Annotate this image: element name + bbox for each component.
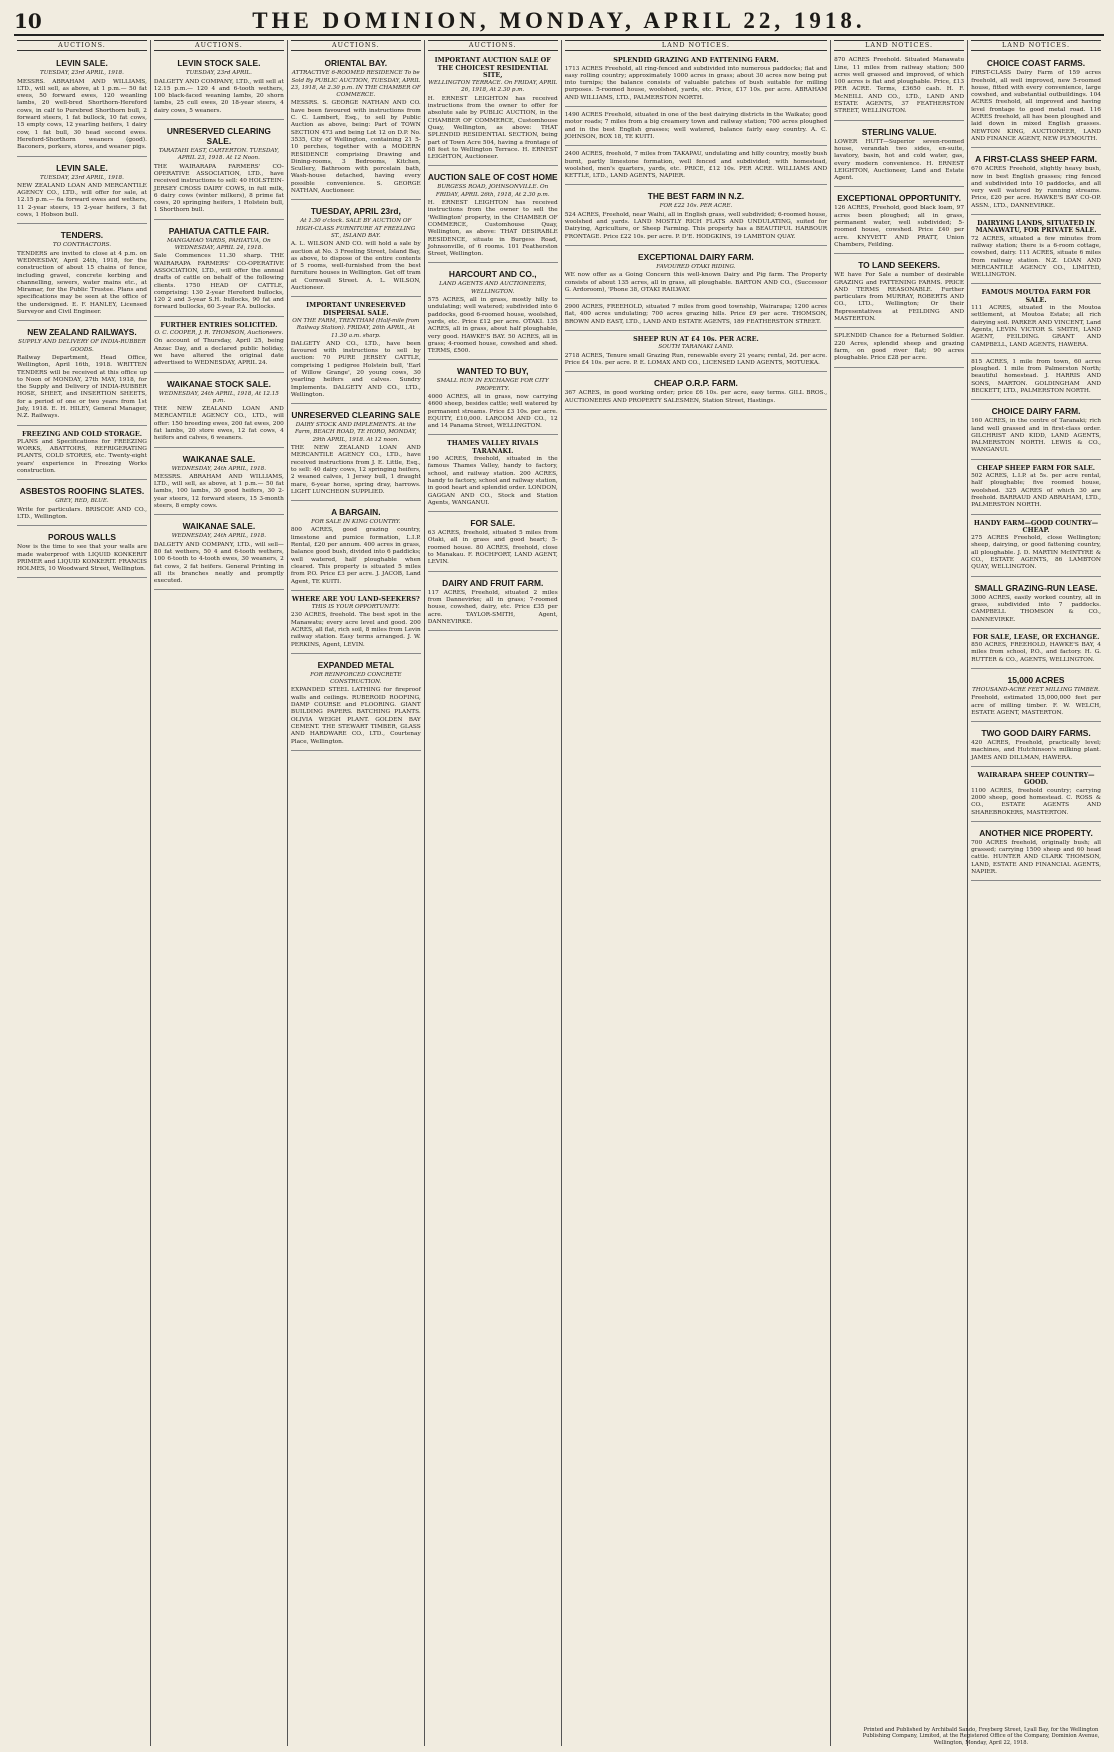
ad-body: 117 ACRES, Freehold, situated 2 miles from Dannevirke; all in grass; 7-roomed house, cowshed, dairy, etc. Price £35 per acre. TAYLOR-SMITH, Agent, DANNEVIRKE.: [427, 589, 558, 625]
ad-subheading: TUESDAY, 23rd APRIL.: [185, 70, 252, 77]
ad-heading: THE BEST FARM IN N.Z.: [647, 191, 745, 202]
advertisement: [971, 402, 1101, 459]
ad-heading: FREEZING AND COLD STORAGE.: [21, 429, 142, 438]
advertisement: [971, 54, 1101, 148]
ad-heading: AUCTION SALE OF COST HOME: [427, 172, 558, 183]
ad-body: TENDERS are invited to close at 4 p.m. on WEDNESDAY, April 24th, 1918, for the construction of about 15 chains of fence, including gravel, concrete kerbing and channelling, sewers, water mains etc., at Miramar, for the Public Trustee. Plans and specifications may be seen at the office of the undersigned. E. F. HANLEY, Licensed Surveyor and Civil Engineer.: [17, 250, 147, 316]
ad-heading: HANDY FARM—GOOD COUNTRY—CHEAP.: [973, 518, 1099, 534]
advertisement: [971, 150, 1101, 215]
ad-heading: EXPANDED METAL: [317, 659, 395, 670]
advertisement: [565, 187, 827, 245]
ad-subheading: TUESDAY, 23rd APRIL, 1918.: [40, 70, 124, 77]
ad-body: 190 ACRES, freehold, situated in the famous Thames Valley, handy to factory, school, and railway station. 200 ACRES, handy to factory, school and railway station, in good heart and splendid order. LONDON, GAGGAN AND CO., Stock and Station Agents, WANGANUI.: [427, 456, 558, 506]
ad-heading: A FIRST-CLASS SHEEP FARM.: [975, 154, 1097, 165]
ad-body: 1490 ACRES Freehold, situated in one of the best dairying districts in the Waikato; good motor roads; 7 miles from a big creamery town and railway station; 700 acres ploughed and in the best English grasses; well watered, balance fairly easy country. A. C. JOHNSON, BOX 18, TE KUITI.: [564, 112, 828, 140]
ad-body: 160 ACRES, in the centre of Taranaki; rich land well grassed and in first-class order. GILCHRIST AND KIDD, LAND AGENTS, PALMERSTON NORTH. LEWIS & CO., WANGANUI.: [971, 418, 1101, 454]
ad-heading: FOR SALE, LEASE, OR EXCHANGE.: [972, 632, 1100, 641]
ad-body: Sale Commences 11.30 sharp. THE WAIRARAPA FARMERS' CO-OPERATIVE ASSOCIATION, LTD., will offer the annual drafts of cattle on behalf of the following clients. 1750 HEAD OF CATTLE, comprising: 130 2-year Hereford bullocks, 120 2 and 3-year S.H. bullocks, 90 fat and forward bullocks, 60 3-year P.A. bullocks.: [153, 253, 284, 311]
column-6: [831, 40, 968, 1746]
advertisement: [565, 109, 827, 146]
ad-heading: HARCOURT AND CO.,: [448, 269, 537, 280]
ad-heading: A BARGAIN.: [331, 507, 381, 518]
ad-body: 3000 ACRES, easily worked country, all in grass, subdivided into 7 paddocks. CAMPBELL THOMSON & CO., DANNEVIRKE.: [971, 594, 1101, 623]
advertisement: [291, 202, 421, 297]
ad-heading: STERLING VALUE.: [861, 126, 937, 137]
ad-heading: UNRESERVED CLEARING SALE: [291, 410, 421, 421]
ad-heading: LEVIN STOCK SALE.: [177, 58, 261, 69]
ad-body: 670 ACRES Freehold, slightly heavy bush, now in best English grasses; ring fenced and subdivided into 10 paddocks, and all very well watered by running streams. Price, £20 per acre. HAWKE'S BAY CO-OP. ASSN., LTD., DANNEVIRKE.: [971, 166, 1101, 209]
ad-body: THE WAIRARAPA FARMERS' CO-OPERATIVE ASSOCIATION, LTD., have received instructions to sell: 40 HOLSTEIN-JERSEY CROSS DAIRY COWS, in full milk, 6 dairy cows (winter milkers), 8 prime fat cows, 20 springing heifers, 1 Holstein bull, 1 Shorthorn bull.: [153, 163, 284, 214]
ad-heading: DAIRY AND FRUIT FARM.: [442, 577, 544, 588]
columns: [14, 40, 1104, 1746]
advertisement: [154, 122, 284, 220]
ad-subheading: WELLINGTON TERRACE. On FRIDAY, APRIL 26, 1918, At 2.30 p.m.: [428, 80, 558, 94]
ad-body: SPLENDID Chance for a Returned Soldier. 220 Acres, splendid sheep and grazing farm, on good river flat; 90 acres ploughable. Price £28 per acre.: [834, 333, 965, 362]
column-header: AUCTIONS.: [17, 40, 147, 51]
advertisement: [971, 579, 1101, 629]
ad-body: MESSRS. S. GEORGE NATHAN AND CO. have been favoured with instructions from C. C. Lambert, Esq., to sell by Public Auction as above, being: Part of TOWN SECTION 473 and being Lot 12 on D.P. No. 3535, City of Wellington, containing 21 5-10 perches, together with a MODERN RESIDENCE comprising Drawing and Dining-rooms, 3 Bedrooms, Kitchen, Scullery, Bathroom with porcelain bath, Wash-house detached, having every possible convenience. S. GEORGE NATHAN, Auctioneer.: [290, 100, 421, 195]
ad-heading: LEVIN SALE.: [56, 58, 108, 69]
ad-subheading: FOR SALE IN KING COUNTRY.: [311, 519, 401, 526]
ad-subheading: THOUSAND-ACRE FEET MILLING TIMBER.: [972, 687, 1100, 693]
ad-body: 275 ACRES Freehold, close Wellington; sheep, dairying, or good fattening country, all ploughable. J. D. MARTIN McINTYRE & CO., ESTATE AGENTS, 86 LAMBTON QUAY, WELLINGTON.: [971, 535, 1101, 571]
ad-body: WE now offer as a Going Concern this well-known Dairy and Pig farm. The Property consists of about 135 acres, all in grass, all ploughable. BARTON AND CO., (Successor G. Ardoroom), 'Phone 38, OTAKI RAILWAY.: [564, 272, 828, 293]
advertisement: [428, 574, 558, 631]
ad-body: 367 ACRES, in good working order; price £6 10s. per acre, easy terms. GILL BROS., AUCTIONEERS AND PROPERTY SALESMEN, Station Street, Hastings.: [564, 390, 828, 404]
column-header: AUCTIONS.: [428, 40, 558, 51]
ad-body: Now is the time to see that your walls are made waterproof with LIQUID KONKERIT PRIMER and LIQUID KONKERIT. FRANCIS HOLMES, 10 Woodward Street, Wellington.: [17, 544, 147, 573]
column-5: [562, 40, 831, 1746]
advertisement: [291, 656, 421, 751]
advertisement: [154, 517, 284, 590]
ad-body: 575 ACRES, all in grass, mostly hilly to undulating; well watered; subdivided into 6 paddocks, good 6-roomed house, woolshed, yards, etc. Price £12 per acre. OTAKI. 135 ACRES, all in grass, about half ploughable, very good. HAWKE'S BAY. 50 ACRES, all in grass; 4-roomed house, cowshed and shed. TERMS, £500.: [427, 297, 558, 355]
advertisement: [971, 517, 1101, 577]
ad-heading: TWO GOOD DAIRY FARMS.: [981, 728, 1091, 739]
ad-heading: ANOTHER NICE PROPERTY.: [979, 827, 1093, 838]
ad-body: DALGETY AND CO., LTD., have been favoured with instructions to sell by auction: 70 PURE JERSEY CATTLE, comprising 1 pedigree Holstein bull, 'Earl of Willow Grange', 20 young cows, 30 yearling heifers and calves. Sundry Implements. DALGETY AND CO., LTD., Wellington.: [290, 340, 421, 398]
newspaper-title: THE DOMINION, MONDAY, APRIL 22, 1918.: [252, 8, 866, 33]
ad-subheading: SUPPLY AND DELIVERY OF INDIA-RUBBER GOODS.: [18, 339, 146, 353]
ad-heading: FURTHER ENTRIES SOLICITED.: [160, 320, 278, 329]
ad-heading: UNRESERVED CLEARING SALE.: [166, 126, 271, 147]
ad-heading: CHOICE DAIRY FARM.: [991, 406, 1081, 417]
ad-heading: SHEEP RUN AT £4 10s. PER ACRE.: [633, 335, 759, 344]
advertisement: [17, 482, 147, 526]
advertisement: [291, 299, 421, 404]
advertisement: [971, 769, 1101, 822]
ad-heading: TO LAND SEEKERS.: [858, 260, 940, 271]
advertisement: [565, 374, 827, 410]
advertisement: [291, 503, 421, 591]
ad-heading: NEW ZEALAND RAILWAYS.: [27, 327, 137, 338]
ad-heading: 15,000 ACRES: [1007, 675, 1065, 685]
ad-body: 870 ACRES Freehold. Situated Manawatu Line, 11 miles from railway station; 500 acres well grassed and improved, of which 100 acres is flat and ploughable. Price, £13 PER ACRE. Terms, £3650 cash. H. F. McNEILL AND CO., LTD., LAND AND ESTATE AGENTS, 37 FEATHERSTON STREET, WELLINGTON.: [834, 57, 965, 115]
column-header: LAND NOTICES.: [834, 40, 964, 51]
ad-subheading: FOR REINFORCED CONCRETE CONSTRUCTION.: [310, 671, 402, 686]
advertisement: [565, 248, 827, 299]
advertisement: [971, 286, 1101, 353]
ad-subheading: WEDNESDAY, 24th APRIL, 1918, At 12.15 p.m.: [158, 390, 279, 404]
ad-heading: ORIENTAL BAY.: [324, 58, 388, 69]
ad-subheading: FAVOURED OTAKI RIDING.: [656, 263, 736, 270]
ad-heading: POROUS WALLS: [47, 532, 116, 543]
advertisement: [291, 406, 421, 501]
advertisement: [971, 671, 1101, 722]
advertisement: [971, 824, 1101, 881]
ad-heading: CHEAP O.R.P. FARM.: [653, 378, 738, 389]
ad-subheading: WEDNESDAY, 24th APRIL, 1918.: [171, 533, 266, 540]
column-2: [151, 40, 288, 1746]
ad-body: THE NEW ZEALAND LOAN AND MERCANTILE AGENCY CO., LTD., will offer: 150 breeding ewes, 200 fat ewes, 200 fat lambs, 20 store ewes, 12 fat cows, 4 heifers and calves, 6 weaners.: [153, 406, 284, 442]
ad-body: A. L. WILSON AND CO. will hold a sale by auction at No. 3 Freeling Street, Island Bay, as above, to dispose of the entire contents of 5 rooms, well-furnished from the best furniture houses in Wellington. Get off tram at Cornwall Street. A. L. WILSON, Auctioneer.: [290, 241, 421, 292]
ad-subheading: GREY, RED, BLUE.: [55, 498, 109, 505]
ad-body: 2400 ACRES, freehold, 7 miles from TAKAPAU, undulating and hilly country, mostly bush burnt, partly limestone formation, well fenced and subdivided; with homestead, woolshed, men's quarters, yards, etc. PRICE, £12 10s. PER ACRE. WILLIAMS AND KETTLE, LTD., LAND AGENTS, NAPIER.: [564, 151, 828, 180]
advertisement: [154, 450, 284, 516]
advertisement: [834, 123, 964, 188]
ad-body: Write for particulars. BRISCOE AND CO., LTD., Wellington.: [17, 506, 147, 520]
advertisement: [17, 323, 147, 425]
ad-heading: PAHIATUA CATTLE FAIR.: [168, 225, 269, 236]
ad-subheading: SMALL RUN IN EXCHANGE FOR CITY PROPERTY.: [436, 378, 549, 392]
ad-body: PLANS and Specifications for FREEZING WORKS, ABATTOIRS, REFRIGERATING PLANTS, COLD STORES, etc. Twenty-eight years' experience in Freezing Works construction.: [17, 438, 147, 475]
column-header: LAND NOTICES.: [565, 40, 827, 51]
advertisement: [17, 226, 147, 321]
ad-body: EXPANDED STEEL LATHING for fireproof walls and ceilings. RUBEROID ROOFING, DAMP COURSE and FLOORING. GIANT BUILDING PAPERS. BATCHING PLANTS. OLIVIA WEIGH PLANT. GOLDEN BAY CEMENT. THE STEWART TIMBER, GLASS AND HARDWARE CO., LTD., Courtenay Place, Wellington.: [290, 687, 421, 745]
advertisement: [17, 159, 147, 225]
advertisement: [154, 319, 284, 373]
ad-body: 126 ACRES, Freehold, good black loam, 97 acres been ploughed; all in grass, permanent water, well subdivided; 5-roomed house, cowshed. Price £40 per acre. KNYVETT AND PRATT, Union Chambers, Feilding.: [834, 205, 965, 248]
ad-subheading: MANGAHAO YARDS, PAHIATUA, On WEDNESDAY, APRIL 24, 1918.: [166, 237, 271, 252]
ad-body: Railway Department, Head Office, Wellington, April 16th, 1918. WRITTEN TENDERS will be received at this office up to Noon of MONDAY, 27th MAY, 1918, for the Supply and Delivery of INDIA-RUBBER HOSE, SHEET, and INSERTION SHEETS, for a period of one or two years from 1st July, 1918. E. H. HILEY, General Manager, N.Z. Railways.: [17, 354, 147, 420]
advertisement: [565, 54, 827, 107]
advertisement: [834, 330, 964, 367]
advertisement: [428, 265, 558, 360]
ad-heading: WHERE ARE YOU LAND-SEEKERS?: [291, 594, 420, 603]
advertisement: [971, 217, 1101, 284]
ad-subheading: LAND AGENTS AND AUCTIONEERS, WELLINGTON.: [439, 281, 547, 295]
advertisement: [834, 54, 964, 120]
column-4: [425, 40, 562, 1746]
ad-body: WE have For Sale a number of desirable GRAZING and FATTENING FARMS. PRICE AND TERMS REASONABLE. Further particulars from MURRAY, ROBERTS AND CO., LTD., Wellington; Or their Representatives at FEILDING AND MASTERTON.: [834, 272, 965, 323]
ad-body: 502 ACRES, L.I.P. at 5s. per acre rental, half ploughable; five roomed house, woolshed. 325 ACRES of which 30 are freehold. BARRAUD AND ABRAHAM, LTD., PALMERSTON NORTH.: [971, 473, 1101, 509]
advertisement: [971, 631, 1101, 669]
ad-body: DALGETY AND COMPANY, LTD., will sell— 80 fat wethers, 50 4 and 6-tooth wethers, 100 6-tooth to 4-tooth ewes, 30 weaners, 2 fat cows, 2 fat heifers. General Printing in all its branches neatly and promptly executed.: [153, 541, 284, 585]
column-header: AUCTIONS.: [154, 40, 284, 51]
ad-heading: TUESDAY, APRIL 23rd,: [310, 206, 401, 217]
ad-subheading: THIS IS YOUR OPPORTUNITY.: [311, 604, 400, 611]
advertisement: [17, 54, 147, 156]
ad-body: On account of Thursday, April 25, being Anzac Day, and a declared public holiday, we have altered the original date advertised to WEDNESDAY, APRIL 24.: [153, 338, 284, 367]
ad-body: 72 ACRES, situated a few minutes from railway station; there is a 6-room cottage, cowshed, dairy. 111 ACRES, situate 6 miles from railway station. N.Z. LOAN AND MERCANTILE AGENCY CO., LIMITED, WELLINGTON.: [971, 235, 1101, 279]
column-1: [14, 40, 151, 1746]
advertisement: [154, 54, 284, 120]
ad-heading: WANTED TO BUY,: [456, 366, 529, 377]
ad-body: 2900 ACRES, FREEHOLD, situated 7 miles from good township, Wairarapa; 1200 acres flat, 400 acres undulating; 700 acres grazing hills. Price £9 per acre. THOMSON, BROWN AND EAST, LTD., LAND AND ESTATE AGENTS, 189 FEATHERSTON STREET.: [564, 304, 828, 325]
ad-body: H. ERNEST LEIGHTON has received instructions from the owner to sell the 'Wellington' property, in the CHAMBER OF COMMERCE, Customhouse Quay, Wellington, as above: THAT DESIRABLE RESIDENCE, situate in Burgess Road, Johnsonville, of 6 rooms. 101 Featherston Street, Wellington.: [427, 200, 558, 258]
ad-body: 4000 ACRES, all in grass, now carrying 4600 sheep, besides cattle; well watered by permanent streams. Price £3 10s. per acre. EQUITY, £10,000. LARCOM AND CO., 12 and 14 Panama Street, WELLINGTON.: [427, 393, 558, 430]
advertisement: [565, 148, 827, 185]
ad-heading: THAMES VALLEY RIVALS TARANAKI.: [447, 439, 539, 455]
ad-body: 850 ACRES, FREEHOLD, HAWKE'S BAY, 4 miles from school, P.O., and factory. H. G. RUTTER & CO., AGENTS, WELLINGTON.: [971, 642, 1101, 663]
ad-heading: SPLENDID GRAZING AND FATTENING FARM.: [613, 56, 779, 65]
ad-body: LOWER HUTT—Superior seven-roomed house, verandah two sides, en-suite, lavatory, basin, hot and cold water, gas, every modern convenience. H. ERNEST LEIGHTON, Auctioneer, Land and Estate Agent.: [834, 138, 965, 182]
advertisement: [428, 362, 558, 435]
advertisement: [291, 593, 421, 654]
column-7: [968, 40, 1104, 1746]
ad-subheading: ATTRACTIVE 6-ROOMED RESIDENCE To be Sold By PUBLIC AUCTION, TUESDAY, APRIL 23, 1918, At 2.30 p.m. IN THE CHAMBER OF COMMERCE.: [290, 70, 421, 99]
column-header: LAND NOTICES.: [971, 40, 1101, 51]
advertisement: [291, 54, 421, 200]
ad-body: MESSRS. ABRAHAM AND WILLIAMS, LTD., will sell, as above, at 1 p.m.— 50 fat ewes, 50 forward ewes, 120 weanling lambs, 20 well-bred Shorthorn-Hereford cows, in calf to Purebred Shorthorn bull, 2 forward steers, 1 fat bullock, 10 fat cows, 15 empty cows, 12 yearling heifers, 1 dairy cow, 1 fat bull, 30 head second ewes. Hereford-Shorthorn weaners (good). Baconers, porkers, stores, and weaner pigs.: [17, 78, 147, 151]
ad-body: FIRST-CLASS Dairy Farm of 159 acres freehold, all well improved, new 5-roomed house, fitted with every convenience, large cowshed, and substantial outbuildings. 104 ACRES freehold, all improved and having level frontage to good metal road. 116 ACRES freehold, all has been ploughed and laid down in mixed English grasses. NEWTON KING, AUCTIONEER, LAND AND FINANCE AGENT, NEW PLYMOUTH.: [971, 70, 1101, 142]
advertisement: [971, 462, 1101, 515]
ad-subheading: DAIRY STOCK AND IMPLEMENTS. At the Farm, BEACH ROAD, TE HORO, MONDAY, 29th APRIL, 1918. At 12 noon.: [295, 422, 417, 443]
advertisement: [428, 514, 558, 571]
ad-heading: LEVIN SALE.: [56, 162, 108, 173]
imprint: Printed and Published by Archibald Sando, Freyberg Street, Lyall Bay, for the Wellington Publishing Company, Limited, at the Registered Office of the Company, Dominion Avenue, Wellington, Monday, April 22, 1918.: [862, 1726, 1100, 1746]
ad-heading: WAIKANAE SALE.: [182, 521, 256, 532]
ad-subheading: ON THE FARM, TRENTHAM (Half-mile from Railway Station). FRIDAY, 26th APRIL, At 11.30 a.m. sharp.: [292, 317, 420, 339]
column-header: AUCTIONS.: [291, 40, 421, 51]
ad-body: Freehold, estimated 15,000,000 feet per acre of milling timber. F. W. WELCH, ESTATE AGENT, MASTERTON.: [971, 695, 1101, 716]
ad-body: 111 ACRES, situated in the Moutoa settlement, at Moutoa Estate; all rich dairying soil. PARKER AND VINCENT, Land Agents, LEVIN. VICTOR S. SMITH, LAND AGENT, FEILDING. GRANT AND CAMPBELL, LAND AGENTS, HAWERA.: [971, 305, 1101, 348]
ad-heading: FOR SALE.: [470, 518, 516, 529]
ad-heading: ASBESTOS ROOFING SLATES.: [19, 486, 145, 497]
advertisement: [428, 168, 558, 263]
ad-heading: EXCEPTIONAL OPPORTUNITY.: [837, 193, 961, 204]
ad-subheading: FOR £22 10s. PER ACRE.: [659, 203, 733, 210]
ad-heading: DAIRYING LANDS, SITUATED IN MANAWATU, FOR PRIVATE SALE.: [975, 219, 1097, 235]
ad-subheading: SOUTH TARANAKI LAND.: [658, 344, 734, 351]
advertisement: [154, 375, 284, 448]
column-3: [288, 40, 425, 1746]
ad-body: H. ERNEST LEIGHTON has received instructions from the owner to offer for absolute sale by PUBLIC AUCTION, in the CHAMBER OF COMMERCE, Customhouse Quay, Wellington, as above: THAT SPLENDID RESIDENTIAL SECTION, being part of Town Acre 504, having a frontage of 68 feet to Wellington Terrace. H. ERNEST LEIGHTON, Auctioneer.: [427, 95, 558, 161]
ad-heading: SMALL GRAZING-RUN LEASE.: [974, 582, 1098, 593]
masthead: [14, 8, 1104, 36]
advertisement: [971, 356, 1101, 400]
advertisement: [428, 437, 558, 512]
ad-heading: WAIKANAE STOCK SALE.: [166, 378, 271, 389]
advertisement: [154, 222, 284, 317]
ad-heading: IMPORTANT AUCTION SALE OF THE CHOICEST RESIDENTIAL SITE,: [434, 56, 551, 79]
ad-body: 700 ACRES freehold, originally bush; all grassed; carrying 1500 sheep and 60 head cattle. HUNTER AND CLARK THOMSON, LAND, ESTATE AND FINANCIAL AGENTS, NAPIER.: [971, 839, 1101, 876]
ad-body: 230 ACRES, freehold. The best spot in the Manawatu; every acre level and good. 200 ACRES, all flat, rich soil, 8 miles from Levin railway station. Easy terms arranged. J. W. PERKINS, Agent, LEVIN.: [290, 612, 421, 648]
ad-subheading: TUESDAY, 23rd APRIL, 1918.: [40, 174, 124, 181]
advertisement: [17, 528, 147, 578]
ad-heading: CHOICE COAST FARMS.: [986, 58, 1086, 69]
ad-body: NEW ZEALAND LOAN AND MERCANTILE AGENCY CO., LTD., will offer for sale, at 12.15 p.m.— 6a forward ewes and wethers, 11 2-year steers, 15 2-year heifers, 3 fat cows, 1 Hobson bull.: [17, 182, 147, 219]
ad-heading: WAIRARAPA SHEEP COUNTRY—GOOD.: [977, 771, 1095, 787]
ad-subheading: WEDNESDAY, 24th APRIL, 1918.: [171, 465, 266, 472]
ad-heading: WAIKANAE SALE.: [182, 453, 256, 464]
ad-body: DALGETY AND COMPANY, LTD., will sell at 12.15 p.m.— 120 4 and 6-tooth wethers, 100 black-faced weaning lambs, 20 shorn lambs, 25 cull ewes, 20 18-year steers, 4 dairy cows, 5 weaners.: [153, 78, 284, 114]
ad-subheading: TO CONTRACTORS.: [52, 242, 111, 249]
ad-body: MESSRS. ABRAHAM AND WILLIAMS, LTD., will sell, as above, at 1 p.m.— 50 fat lambs, 100 lambs, 30 good heifers, 30 2-year steers, 12 forward steers, 15 3-month steers, 8 empty cows.: [153, 473, 284, 510]
ad-subheading: BURGESS ROAD, JOHNSONVILLE. On FRIDAY, APRIL 26th, 1918, At 2.30 p.m.: [435, 184, 550, 198]
ad-heading: FAMOUS MOUTOA FARM FOR SALE.: [981, 288, 1091, 304]
ad-body: THE NEW ZEALAND LOAN AND MERCANTILE AGENCY CO., LTD., have received instructions from J. E. Little, Esq., to sell: 40 dairy cows, 12 springing heifers, 2 weaned calves, 1 Jersey bull, 1 draught mare, 6-year horse, spring dray, harrows. LIGHT LUNCHEON SUPPLIED.: [290, 445, 421, 495]
ad-body: 800 ACRES, good grazing country, limestone and pumice formation, L.I.P. Rental, £20 per annum. 400 acres in grass, balance good bush, divided into 6 paddicks; well watered, half ploughable when cleared. This property is situated 5 miles from P.O. Price £3 per acre. J. JACOB, Land Agent, TE KUITI.: [290, 527, 421, 585]
advertisement: [971, 724, 1101, 767]
advertisement: [565, 333, 827, 372]
ad-body: 2718 ACRES, Tenure small Grazing Run, renewable every 21 years; rental, 2d. per acre. Price £4 10s. per acre. P. E. LOMAX AND CO., LICENSED LAND AGENTS, MOTUEKA.: [564, 352, 828, 366]
page-number: 10: [14, 9, 42, 33]
ad-heading: CHEAP SHEEP FARM FOR SALE.: [977, 463, 1095, 472]
ad-subheading: TARATAHI EAST, CARTERTON. TUESDAY, APRIL 23, 1918. At 12 Noon.: [158, 148, 280, 162]
ad-body: 420 ACRES, Freehold, practically level; machines, and Hutchinson's milking plant. JAMES AND DILLMAN, HAWERA.: [971, 740, 1101, 761]
advertisement: [834, 256, 964, 328]
ad-heading: TENDERS.: [60, 230, 104, 241]
ad-heading: EXCEPTIONAL DAIRY FARM.: [638, 251, 754, 262]
advertisement: [834, 189, 964, 254]
advertisement: [17, 428, 147, 481]
ad-subheading: At 1.30 o'clock. SALE BY AUCTION OF HIGH-CLASS FURNITURE AT FREELING ST., ISLAND BAY.: [296, 218, 416, 239]
ad-body: 1713 ACRES Freehold, all ring-fenced and subdivided into numerous paddocks; flat and easy rolling country; approximately 1000 acres in grass; about 30 acres now being put into turnips; the balance consists of valuable patches of bush suitable for milling purposes. 5-roomed house, woolshed, yards, etc. Price, £17 10s. per acre. ABRAHAM AND WILLIAMS, LTD., PALMERSTON NORTH.: [564, 65, 828, 101]
advertisement: [428, 54, 558, 166]
ad-body: 63 ACRES, freehold, situated 5 miles from Otaki, all in grass and good heart; 5-roomed house. 80 ACRES, freehold, close to Manakau. F. ROCHFORT, LAND AGENT, LEVIN.: [427, 530, 558, 566]
ad-body: 1100 ACRES, freehold country; carrying 2000 sheep, good homestead. C. ROSS & CO., ESTATE AGENTS AND SHAREBROKERS, MASTERTON.: [971, 787, 1101, 816]
ad-subheading: O. C. COOPER, J. R. THOMSON, Auctioneers.: [154, 330, 284, 337]
ad-body: 524 ACRES, Freehold, near Waihi, all in English grass, well subdivided; 6-roomed house, woolshed and yards. LAND MOSTLY RICH FLATS AND UNDULATING, suited for Dairying, Agriculture, or Sheep Farming. This property has a BEAUTIFUL HARBOUR FRONTAGE. Price £22 10s. per acre. P. D'E. HODGKINS, 19 LAMBTON QUAY.: [564, 211, 828, 240]
ad-heading: IMPORTANT UNRESERVED DISPERSAL SALE.: [306, 301, 406, 317]
advertisement: [565, 301, 827, 331]
ad-body: 815 ACRES, 1 mile from town, 60 acres ploughed. 1 mile from Palmerston North; beautiful homestead. J. HARRIS AND SONS, MARTON. GOLDINGHAM AND BECKETT, LTD., PALMERSTON NORTH.: [971, 358, 1101, 394]
